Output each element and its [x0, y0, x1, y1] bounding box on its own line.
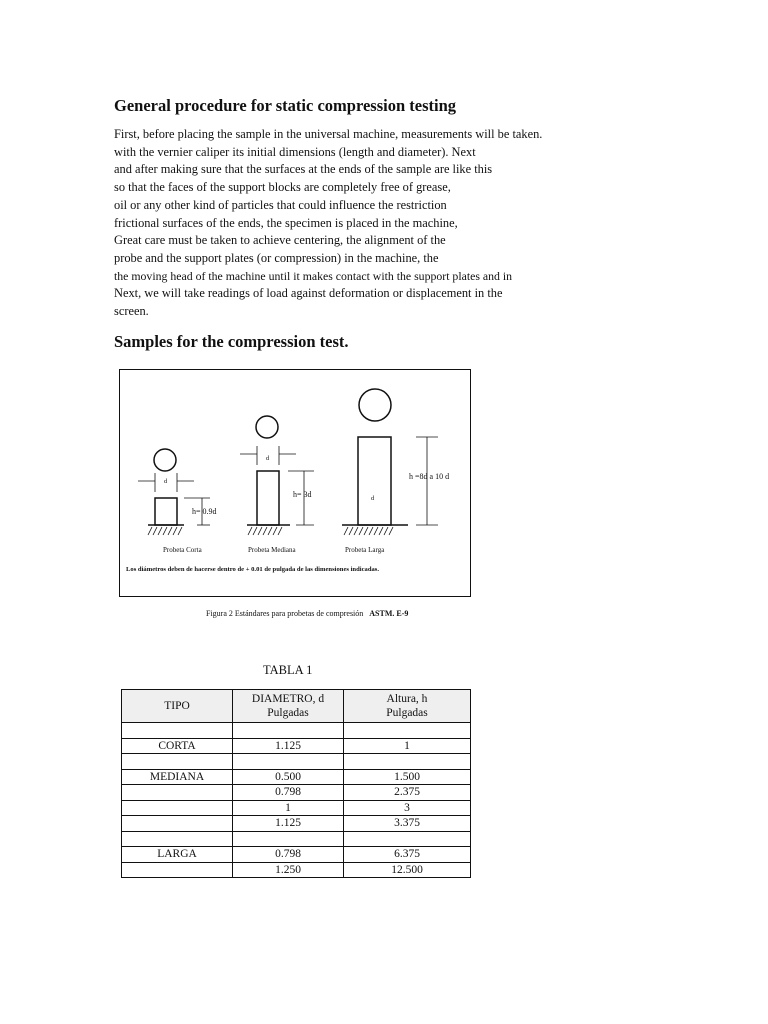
- paragraph-line: with the vernier caliper its initial dimensions (length and diameter). Next: [114, 144, 476, 159]
- short-height-label: h= 0.9d: [192, 507, 217, 516]
- short-hatching: [148, 527, 182, 535]
- medium-d-label: d: [266, 455, 270, 462]
- caption-text: Figura 2 Estándares para probetas de compresión: [206, 609, 364, 618]
- medium-hatching: [248, 527, 282, 535]
- paragraph-line: and after making sure that the surfaces at the ends of the sample are like this: [114, 162, 493, 177]
- medium-specimen-name: Probeta Mediana: [248, 546, 296, 554]
- paragraph-line: frictional surfaces of the ends, the specimen is placed in the machine,: [114, 215, 458, 230]
- table-header-row: [122, 690, 471, 723]
- long-specimen-name: Probeta Larga: [345, 546, 385, 554]
- specimen-diagram: [120, 370, 472, 598]
- short-specimen-circle: [154, 449, 176, 471]
- paragraph-line: oil or any other kind of particles that could influence the restriction: [114, 197, 447, 212]
- header-diameter: DIAMETRO, d Pulgadas: [233, 690, 344, 723]
- header-height: Altura, h Pulgadas: [344, 690, 471, 723]
- paragraph-line: Great care must be taken to achieve centering, the alignment of the: [114, 233, 446, 248]
- long-specimen-body: [358, 437, 391, 525]
- medium-specimen-body: [257, 471, 279, 525]
- table-row: 1.250 12.500: [122, 862, 471, 878]
- long-hatching: [344, 527, 393, 535]
- medium-height-label: h= 3d: [293, 490, 312, 499]
- medium-specimen-circle: [256, 416, 278, 438]
- tolerance-note: Los diámetros deben de hacerse dentro de + 0.01 de pulgada de las dimensiones indicadas.: [126, 566, 380, 573]
- long-height-label: h =8d a 10 d: [409, 472, 450, 481]
- short-d-label: d: [164, 478, 168, 485]
- paragraph-line: screen.: [114, 304, 149, 319]
- short-specimen-name: Probeta Corta: [163, 546, 202, 554]
- section-heading-procedure: General procedure for static compression testing: [114, 96, 457, 115]
- table-row: 0.798 2.375: [122, 785, 471, 801]
- paragraph-line: so that the faces of the support blocks are completely free of grease,: [114, 180, 451, 195]
- long-specimen-circle: [359, 389, 391, 421]
- table-row: [122, 723, 471, 739]
- table-row: MEDIANA 0.500 1.500: [122, 769, 471, 785]
- paragraph-line: the moving head of the machine until it makes contact with the support plates and in: [114, 268, 513, 283]
- table-row: CORTA 1.125 1: [122, 738, 471, 754]
- short-specimen-body: [155, 498, 177, 525]
- table-row: 1.125 3.375: [122, 816, 471, 832]
- section-heading-samples: Samples for the compression test.: [114, 332, 349, 351]
- procedure-paragraph: [114, 126, 554, 321]
- specimen-table: [121, 689, 471, 878]
- table-row: [122, 754, 471, 770]
- specimen-figure: [119, 369, 471, 597]
- table-row: [122, 831, 471, 847]
- long-d-label: d: [371, 495, 375, 502]
- header-tipo: TIPO: [122, 690, 233, 723]
- table-title: TABLA 1: [263, 663, 313, 677]
- paragraph-line: probe and the support plates (or compression) in the machine, the: [114, 250, 439, 265]
- figure-caption: [206, 609, 408, 618]
- table-row: LARGA 0.798 6.375: [122, 847, 471, 863]
- paragraph-line: First, before placing the sample in the universal machine, measurements will be taken.: [114, 127, 543, 141]
- caption-standard: ASTM. E-9: [369, 609, 409, 618]
- paragraph-line: Next, we will take readings of load against deformation or displacement in the: [114, 286, 503, 301]
- table-row: 1 3: [122, 800, 471, 816]
